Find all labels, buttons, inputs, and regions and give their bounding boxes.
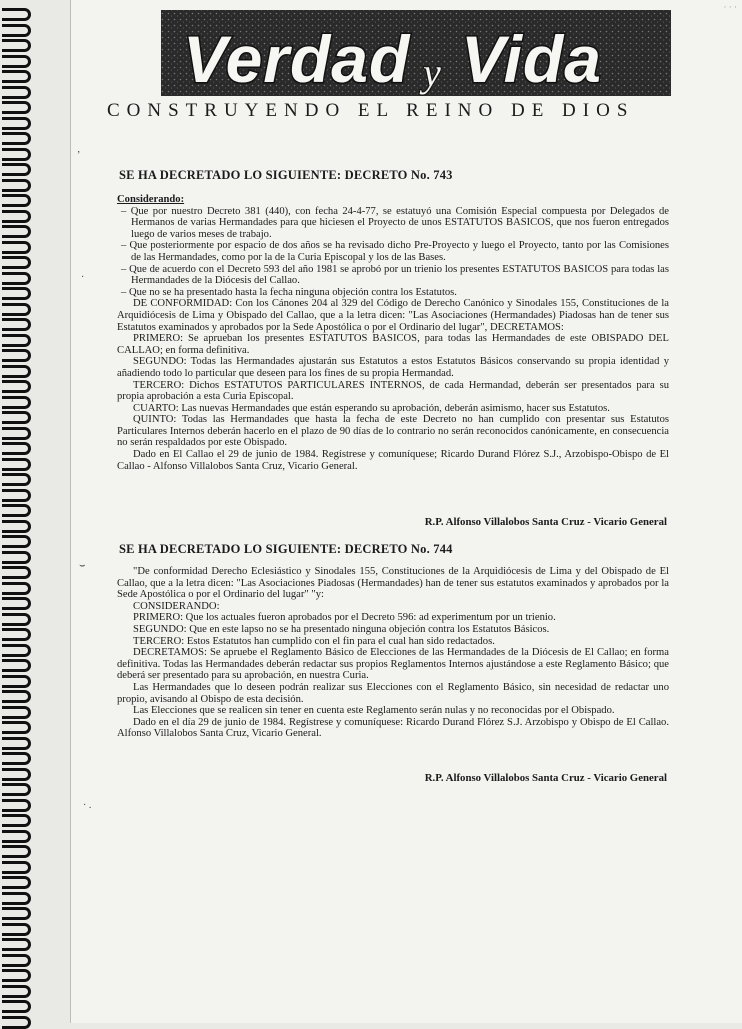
binding-ring [2, 954, 31, 967]
binding-ring [2, 194, 31, 207]
decree-paragraph: "De conformidad Derecho Eclesiástico y Sinodales 155, Constituciones de la Arquidiócesis de Lima y del Obispado de El Callao, que a la letra dicen: "Las Asociaciones Piadosas (Hermandades) han de tener sus estatutos examinados y aprobados por la Sede Apostólica o por el Ordinario del lugar" "y: [117, 566, 669, 601]
binding-ring [2, 458, 31, 471]
binding-ring [2, 86, 31, 99]
decree-paragraph: Dado en El Callao el 29 de junio de 1984. Regístrese y comuníquese; Ricardo Durand Flórez S.J., Arzobispo-Obispo de El Callao - Alfonso Villalobos Santa Cruz, Vicario General. [117, 449, 669, 472]
decree-743-heading: SE HA DECRETADO LO SIGUIENTE: DECRETO No. 743 [119, 168, 453, 182]
binding-ring [2, 39, 31, 52]
binding-ring [2, 349, 31, 362]
decree-paragraph: PRIMERO: Se aprueban los presentes ESTATUTOS BASICOS, para todas las Hermandades de este OBISPADO DEL CALLAO; en forma definitiva. [117, 333, 669, 356]
binding-ring [2, 783, 31, 796]
binding-ring [2, 985, 31, 998]
binding-ring [2, 520, 31, 533]
verdad-y-vida-logo [161, 6, 671, 104]
considerando-item: – Que por nuestro Decreto 381 (440), con fecha 24-4-77, se estatuyó una Comisión Especial compuesta por Delegados de Hermanos de varias Hermandades para que hiciesen el Proyecto de unos ESTATUTOS BASICOS, que nos fueron entregados luego de varios meses de trabajo. [121, 205, 669, 240]
binding-ring [2, 132, 31, 145]
decree-paragraph: TERCERO: Dichos ESTATUTOS PARTICULARES INTERNOS, de cada Hermandad, deberán ser presentados para su propia aprobación a esta Curia Episcopal. [117, 379, 669, 403]
binding-ring [2, 365, 31, 378]
scan-speck: · . [83, 800, 92, 811]
spiral-binding [0, 0, 34, 1023]
binding-ring [2, 396, 31, 409]
decree-paragraph: Dado en el día 29 de junio de 1984. Regístrese y comuníquese: Ricardo Durand Flórez S.J. Arzobispo y Obispo de El Callao. Alfonso Villalobos Santa Cruz, Vicario General. [117, 716, 669, 740]
svg-text:Verdad: Verdad [183, 22, 411, 96]
binding-ring [2, 876, 31, 889]
binding-ring [2, 737, 31, 750]
binding-ring [2, 380, 31, 393]
binding-ring [2, 597, 31, 610]
svg-text:Vida: Vida [461, 22, 602, 96]
binding-ring [2, 163, 31, 176]
binding-ring [2, 442, 31, 455]
decree-743-body [117, 194, 669, 472]
binding-ring [2, 613, 31, 626]
decree-paragraph: CONSIDERANDO: [133, 600, 220, 612]
considerando-item: – Que posteriormente por espacio de dos años se ha revisado dicho Pre-Proyecto y luego el Proyecto, tanto por las Comisiones de las Hermandades, como por la de la Curia Episcopal y los de las Bases. [121, 240, 669, 263]
binding-ring [2, 969, 31, 982]
binding-ring [2, 721, 31, 734]
binding-ring [2, 70, 31, 83]
decree-paragraph: Las Elecciones que se realicen sin tener en cuenta este Reglamento serán nulas y no reconocidas por el Obispado. [133, 705, 615, 717]
decree-paragraph: CUARTO: Las nuevas Hermandades que están esperando su aprobación, deberán asimismo, hacer sus Estatutos. [133, 402, 610, 414]
binding-ring [2, 303, 31, 316]
considerando-item: – Que de acuerdo con el Decreto 593 del año 1981 se aprobó por un trienio los presentes ESTATUTOS BASICOS para todas las Hermandades de la Diócesis del Callao. [121, 263, 669, 287]
binding-ring [2, 830, 31, 843]
binding-ring [2, 675, 31, 688]
scan-speck: ⌣ [79, 560, 86, 571]
binding-ring [2, 287, 31, 300]
binding-ring [2, 504, 31, 517]
decree-paragraph: TERCERO: Estos Estatutos han cumplido con el fin para el cual han sido redactados. [133, 635, 495, 647]
binding-ring [2, 473, 31, 486]
svg-text:y: y [423, 50, 441, 95]
binding-ring [2, 179, 31, 192]
considerando-label: Considerando: [117, 194, 185, 205]
considerando-item: – Que no se ha presentado hasta la fecha ninguna objeción contra los Estatutos. [121, 286, 457, 298]
binding-ring [2, 101, 31, 114]
binding-ring [2, 768, 31, 781]
binding-ring [2, 659, 31, 672]
binding-ring [2, 706, 31, 719]
binding-ring [2, 334, 31, 347]
decree-744-signature: R.P. Alfonso Villalobos Santa Cruz - Vicario General [424, 772, 667, 784]
binding-ring [2, 861, 31, 874]
binding-ring [2, 845, 31, 858]
decree-paragraph: SEGUNDO: Que en este lapso no se ha presentado ninguna objeción contra los Estatutos Básicos. [133, 623, 550, 635]
decree-paragraph: DE CONFORMIDAD: Con los Cánones 204 al 329 del Código de Derecho Canónico y Sinodales 155, Constituciones de la Arquidiócesis de Lima y Obispado del Callao, que a la letra dicen: "Las Asociaciones (Hermandades) Piadosas han de tener sus Estatutos examinados y aprobados por la Sede Apostólica o por el Ordinario del lugar", DECRETAMOS: [117, 298, 669, 333]
binding-ring [2, 117, 31, 130]
binding-ring [2, 644, 31, 657]
binding-ring [2, 241, 31, 254]
binding-ring [2, 690, 31, 703]
binding-ring [2, 256, 31, 269]
binding-ring [2, 799, 31, 812]
document-page [70, 0, 742, 1023]
scan-speck: ʼ [77, 150, 81, 161]
binding-ring [2, 272, 31, 285]
decree-paragraph: DECRETAMOS: Se apruebe el Reglamento Básico de Elecciones de las Hermandades de la Diócesis de El Callao; en forma definitiva. Todas las Hermandades deberán redactar sus propios Reglamentos Internos ajustándose a este Reglamento Básico; que deberá ser presentado para su aprobación, en nuestra Curia. [117, 647, 669, 682]
binding-ring [2, 210, 31, 223]
binding-ring [2, 1000, 31, 1013]
binding-ring [2, 566, 31, 579]
binding-ring [2, 225, 31, 238]
decree-paragraph: SEGUNDO: Todas las Hermandades ajustarán sus Estatutos a estos Estatutos Básicos conservando su propia identidad y añadiendo todo lo particular que deseen para los fines de su propia Hermandad. [117, 356, 669, 379]
decree-744-heading: SE HA DECRETADO LO SIGUIENTE: DECRETO No. 744 [119, 542, 453, 556]
decree-paragraph: Las Hermandades que lo deseen podrán realizar sus Elecciones con el Reglamento Básico, sin necesidad de redactar uno propio, avisando al Obispo de esta decisión. [117, 681, 669, 705]
binding-ring [2, 55, 31, 68]
binding-ring [2, 535, 31, 548]
binding-ring [2, 489, 31, 502]
binding-ring [2, 628, 31, 641]
decree-743-signature: R.P. Alfonso Villalobos Santa Cruz - Vicario General [424, 516, 667, 528]
binding-ring [2, 318, 31, 331]
masthead-subtitle: CONSTRUYENDO EL REINO DE DIOS [107, 100, 635, 121]
decree-paragraph: QUINTO: Todas las Hermandades que hasta la fecha de este Decreto no han cumplido con presentar sus Estatutos Particulares Internos deberán hacerlo en el plazo de 90 días de lo contrario no serán reconocidos canónicamente, en consecuencia no serán respaldados por este Obispado. [117, 414, 669, 449]
binding-ring [2, 1016, 31, 1029]
binding-ring [2, 752, 31, 765]
decree-paragraph: PRIMERO: Que los actuales fueron aprobados por el Decreto 596: ad experimentum por un trienio. [133, 612, 556, 624]
binding-ring [2, 427, 31, 440]
binding-ring [2, 582, 31, 595]
binding-ring [2, 923, 31, 936]
binding-ring [2, 938, 31, 951]
binding-ring [2, 907, 31, 920]
binding-ring [2, 551, 31, 564]
binding-ring [2, 24, 31, 37]
binding-ring [2, 411, 31, 424]
binding-ring [2, 892, 31, 905]
decree-744-body [117, 566, 669, 740]
page-corner-mark: · · · [723, 2, 737, 12]
binding-ring [2, 814, 31, 827]
binding-ring [2, 8, 31, 21]
scan-speck: · [81, 272, 85, 283]
binding-ring [2, 148, 31, 161]
